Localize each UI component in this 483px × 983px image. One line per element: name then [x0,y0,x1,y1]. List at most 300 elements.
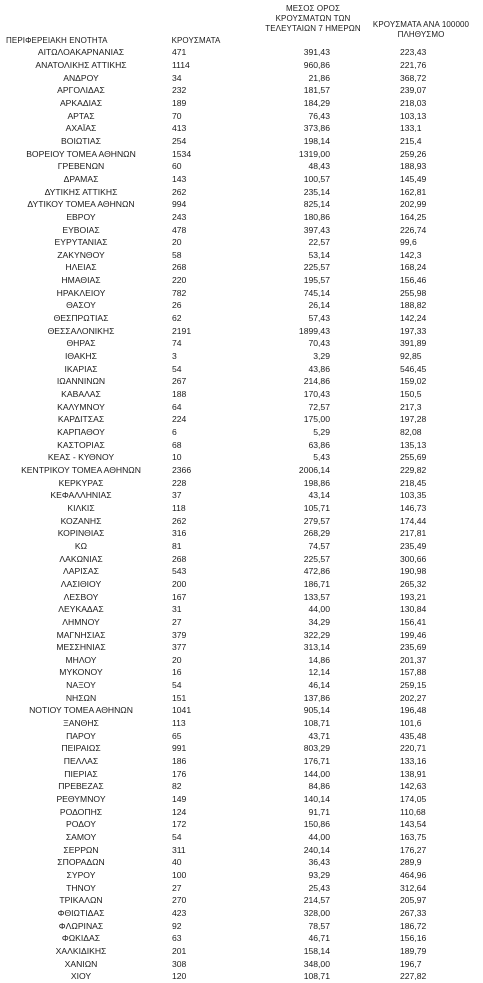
cell-avg-7-days: 133,57 [303,591,330,602]
cell-cases: 20 [172,237,182,248]
cell-region: ΡΕΘΥΜΝΟΥ [56,794,106,805]
cell-region: ΚΕΑΣ - ΚΥΘΝΟΥ [47,452,115,463]
cell-cases: 188 [172,389,187,400]
table-row [0,641,483,654]
table-row [0,552,483,565]
cell-avg-7-days: 26,14 [308,300,330,311]
cell-per-100k: 193,21 [400,591,427,602]
cell-avg-7-days: 2006,14 [298,464,330,475]
cell-avg-7-days: 22,57 [308,237,330,248]
cell-region: ΚΑΡΠΑΘΟΥ [57,427,105,438]
cell-avg-7-days: 1319,00 [298,148,330,159]
table-row [0,122,483,135]
table-row [0,805,483,818]
cell-avg-7-days: 184,29 [303,97,330,108]
cell-cases: 991 [172,743,187,754]
cell-per-100k: 196,7 [400,958,422,969]
cell-cases: 262 [172,515,187,526]
table-row [0,249,483,262]
cell-region: ΚΑΡΔΙΤΣΑΣ [57,414,105,425]
cell-cases: 220 [172,275,187,286]
cell-cases: 124 [172,806,187,817]
cell-per-100k: 546,45 [400,363,427,374]
cell-avg-7-days: 63,86 [308,439,330,450]
table-row [0,135,483,148]
table-row [0,691,483,704]
table-body [0,46,483,983]
cell-per-100k: 150,5 [400,389,422,400]
table-row [0,767,483,780]
table-row [0,173,483,186]
cell-cases: 143 [172,173,187,184]
cell-cases: 543 [172,566,187,577]
cell-region: ΦΩΚΙΔΑΣ [61,933,101,944]
cell-avg-7-days: 14,86 [308,654,330,665]
cell-region: ΕΥΡΥΤΑΝΙΑΣ [54,237,108,248]
cell-per-100k: 205,97 [400,895,427,906]
cell-cases: 81 [172,540,182,551]
cell-per-100k: 162,81 [400,186,427,197]
cell-avg-7-days: 105,71 [303,502,330,513]
cell-per-100k: 168,24 [400,262,427,273]
table-row [0,489,483,502]
cell-per-100k: 82,08 [400,427,422,438]
cell-region: ΝΗΣΩΝ [65,692,97,703]
cell-avg-7-days: 960,86 [303,59,330,70]
table-row [0,236,483,249]
cell-avg-7-days: 1899,43 [298,325,330,336]
cell-cases: 74 [172,338,182,349]
cell-cases: 201 [172,945,187,956]
table-row [0,818,483,831]
table-row [0,869,483,882]
table-row [0,400,483,413]
cell-per-100k: 101,6 [400,718,422,729]
cell-per-100k: 259,26 [400,148,427,159]
cell-region: ΧΑΛΚΙΔΙΚΗΣ [55,945,107,956]
cell-avg-7-days: 43,14 [308,490,330,501]
cell-cases: 782 [172,287,187,298]
cell-cases: 167 [172,591,187,602]
cell-avg-7-days: 170,43 [303,389,330,400]
cell-cases: 413 [172,123,187,134]
cell-region: ΙΚΑΡΙΑΣ [64,363,98,374]
cell-cases: 113 [172,718,186,729]
table-row [0,666,483,679]
table-row [0,59,483,72]
cell-avg-7-days: 825,14 [303,199,330,210]
table-row [0,907,483,920]
table-row [0,932,483,945]
cell-avg-7-days: 108,71 [303,971,330,982]
cell-region: ΛΗΜΝΟΥ [62,616,100,627]
cell-per-100k: 202,99 [400,199,427,210]
cell-region: ΠΕΛΛΑΣ [63,756,99,767]
cell-cases: 1534 [172,148,192,159]
cell-region: ΔΡΑΜΑΣ [63,173,99,184]
cell-per-100k: 226,74 [400,224,427,235]
table-row [0,223,483,236]
cell-region: ΚΟΖΑΝΗΣ [60,515,102,526]
cell-region: ΛΑΣΙΘΙΟΥ [60,578,102,589]
cell-region: ΕΥΒΟΙΑΣ [62,224,100,235]
cell-per-100k: 217,3 [400,401,422,412]
cell-avg-7-days: 137,86 [303,692,330,703]
table-row [0,919,483,932]
cell-region: ΖΑΚΥΝΘΟΥ [57,249,105,260]
cell-cases: 478 [172,224,187,235]
cell-cases: 316 [172,528,187,539]
cell-avg-7-days: 53,14 [308,249,330,260]
table-row [0,742,483,755]
cell-region: ΝΟΤΙΟΥ ΤΟΜΕΑ ΑΘΗΝΩΝ [29,705,133,716]
cell-avg-7-days: 195,57 [303,275,330,286]
cell-cases: 40 [172,857,182,868]
cell-cases: 149 [172,794,187,805]
cell-per-100k: 159,02 [400,376,427,387]
table-row [0,957,483,970]
table-row [0,211,483,224]
cell-avg-7-days: 905,14 [303,705,330,716]
cell-region: ΣΑΜΟΥ [65,832,97,843]
cell-region: ΘΑΣΟΥ [66,300,96,311]
table-row [0,603,483,616]
header-cases: ΚΡΟΥΣΜΑΤΑ [171,36,221,45]
cell-avg-7-days: 43,71 [308,730,330,741]
cell-avg-7-days: 391,43 [303,47,330,58]
cell-region: ΚΟΡΙΝΘΙΑΣ [57,528,105,539]
table-row [0,654,483,667]
cell-avg-7-days: 25,43 [308,882,330,893]
cell-per-100k: 202,27 [400,692,427,703]
cell-avg-7-days: 108,71 [303,718,330,729]
cell-region: ΑΡΤΑΣ [67,110,95,121]
cell-per-100k: 197,33 [400,325,427,336]
cell-cases: 60 [172,161,182,172]
cell-avg-7-days: 46,71 [308,933,330,944]
cell-cases: 6 [172,427,177,438]
table-row [0,71,483,84]
table-row [0,717,483,730]
cell-cases: 27 [172,616,182,627]
table-row [0,46,483,59]
cell-cases: 82 [172,781,182,792]
cell-per-100k: 92,85 [400,351,422,362]
cell-cases: 10 [172,452,182,463]
cell-per-100k: 99,6 [400,237,417,248]
cell-per-100k: 235,69 [400,642,427,653]
cell-cases: 37 [172,490,182,501]
cell-cases: 54 [172,832,182,843]
table-row [0,84,483,97]
cell-cases: 54 [172,363,182,374]
cell-region: ΣΕΡΡΩΝ [63,844,99,855]
cell-region: ΛΑΚΩΝΙΑΣ [59,553,103,564]
cell-cases: 232 [172,85,187,96]
cell-cases: 16 [172,667,182,678]
table-row [0,476,483,489]
cell-per-100k: 220,71 [400,743,427,754]
cell-region: ΑΡΚΑΔΙΑΣ [59,97,103,108]
cell-cases: 267 [172,376,187,387]
cell-per-100k: 435,48 [400,730,427,741]
cell-avg-7-days: 72,57 [308,401,330,412]
cell-per-100k: 188,82 [400,300,427,311]
cell-per-100k: 227,82 [400,971,427,982]
cell-avg-7-days: 91,71 [308,806,330,817]
cell-region: ΛΑΡΙΣΑΣ [63,566,99,577]
cell-avg-7-days: 158,14 [303,945,330,956]
table-row [0,894,483,907]
cell-per-100k: 138,91 [400,768,427,779]
cell-avg-7-days: 21,86 [308,72,330,83]
table-row [0,502,483,515]
cell-region: ΦΘΙΩΤΙΔΑΣ [57,907,105,918]
cell-cases: 20 [172,654,182,665]
table-header [0,0,483,46]
cell-per-100k: 218,45 [400,477,427,488]
cell-cases: 63 [172,933,182,944]
cell-region: ΛΕΣΒΟΥ [63,591,99,602]
cell-per-100k: 110,68 [400,806,426,817]
cell-avg-7-days: 78,57 [308,920,330,931]
cell-cases: 118 [172,502,186,513]
table-row [0,565,483,578]
cell-avg-7-days: 144,00 [303,768,330,779]
cell-region: ΛΕΥΚΑΔΑΣ [58,604,104,615]
cell-avg-7-days: 34,29 [308,616,330,627]
table-row [0,388,483,401]
header-region: ΠΕΡΙΦΕΡΕΙΑΚΗ ΕΝΟΤΗΤΑ [6,36,108,45]
cell-avg-7-days: 12,14 [308,667,330,678]
table-row [0,540,483,553]
cell-per-100k: 142,63 [400,781,427,792]
cell-avg-7-days: 44,00 [308,832,330,843]
cell-cases: 26 [172,300,182,311]
cell-cases: 2191 [172,325,192,336]
cell-avg-7-days: 198,86 [303,477,330,488]
cell-region: ΡΟΔΟΠΗΣ [59,806,103,817]
cell-per-100k: 199,46 [400,629,427,640]
cell-avg-7-days: 48,43 [308,161,330,172]
cell-avg-7-days: 328,00 [303,907,330,918]
cell-region: ΜΕΣΣΗΝΙΑΣ [56,642,106,653]
cell-avg-7-days: 322,29 [303,629,330,640]
cell-avg-7-days: 100,57 [303,173,330,184]
cell-per-100k: 146,73 [400,502,427,513]
cell-region: ΜΗΛΟΥ [65,654,97,665]
table-row [0,527,483,540]
table-row [0,185,483,198]
cell-per-100k: 239,07 [400,85,427,96]
cell-cases: 262 [172,186,187,197]
cell-avg-7-days: 57,43 [308,313,330,324]
cell-cases: 189 [172,97,187,108]
cell-region: ΙΩΑΝΝΙΝΩΝ [56,376,106,387]
cell-per-100k: 156,41 [400,616,427,627]
cell-avg-7-days: 5,29 [313,427,330,438]
cell-cases: 379 [172,629,187,640]
cell-avg-7-days: 268,29 [303,528,330,539]
cell-avg-7-days: 70,43 [308,338,330,349]
cell-cases: 423 [172,907,187,918]
cell-per-100k: 223,43 [400,47,427,58]
cell-region: ΔΥΤΙΚΗΣ ΑΤΤΙΚΗΣ [44,186,118,197]
table-row [0,578,483,591]
cell-per-100k: 196,48 [400,705,427,716]
cell-cases: 377 [172,642,187,653]
table-row [0,147,483,160]
cell-region: ΠΙΕΡΙΑΣ [64,768,98,779]
cell-region: ΠΡΕΒΕΖΑΣ [58,781,104,792]
cell-region: ΚΩ [74,540,88,551]
cell-per-100k: 164,25 [400,211,427,222]
cell-per-100k: 217,81 [400,528,427,539]
table-row [0,704,483,717]
table-row [0,299,483,312]
cell-per-100k: 156,16 [400,933,427,944]
table-row [0,843,483,856]
cell-per-100k: 186,72 [400,920,427,931]
cell-region: ΚΑΣΤΟΡΙΑΣ [57,439,105,450]
cell-avg-7-days: 175,00 [303,414,330,425]
cell-per-100k: 215,4 [400,135,422,146]
cell-region: ΗΛΕΙΑΣ [65,262,97,273]
cell-avg-7-days: 43,86 [308,363,330,374]
cell-region: ΞΑΝΘΗΣ [63,718,99,729]
table-row [0,831,483,844]
cell-per-100k: 157,88 [400,667,427,678]
table-row [0,514,483,527]
cell-avg-7-days: 745,14 [303,287,330,298]
table-row [0,97,483,110]
cell-cases: 176 [172,768,187,779]
table-row [0,109,483,122]
cell-avg-7-days: 36,43 [308,857,330,868]
cell-region: ΤΡΙΚΑΛΩΝ [59,895,103,906]
cell-cases: 268 [172,262,187,273]
cell-region: ΗΜΑΘΙΑΣ [61,275,101,286]
cell-region: ΚΕΡΚΥΡΑΣ [58,477,104,488]
cell-cases: 70 [172,110,182,121]
table-row [0,780,483,793]
cell-per-100k: 142,3 [400,249,422,260]
cell-region: ΚΑΒΑΛΑΣ [61,389,101,400]
table-row [0,337,483,350]
cell-region: ΚΙΛΚΙΣ [67,502,95,513]
cell-per-100k: 130,84 [400,604,427,615]
cell-cases: 58 [172,249,182,260]
cell-cases: 2366 [172,464,192,475]
cell-avg-7-days: 74,57 [308,540,330,551]
cell-per-100k: 267,33 [400,907,427,918]
cell-avg-7-days: 472,86 [303,566,330,577]
cell-avg-7-days: 225,57 [303,553,330,564]
table-row [0,375,483,388]
cell-cases: 228 [172,477,187,488]
table-row [0,160,483,173]
cell-avg-7-days: 186,71 [303,578,330,589]
cell-region: ΚΕΦΑΛΛΗΝΙΑΣ [50,490,112,501]
cell-cases: 68 [172,439,182,450]
table-row [0,350,483,363]
cell-region: ΣΥΡΟΥ [66,869,96,880]
table-row [0,286,483,299]
cell-avg-7-days: 3,29 [313,351,330,362]
cell-per-100k: 188,93 [400,161,427,172]
cell-per-100k: 235,49 [400,540,427,551]
cell-per-100k: 229,82 [400,464,427,475]
table-row [0,793,483,806]
cell-avg-7-days: 140,14 [303,794,330,805]
cell-region: ΧΑΝΙΩΝ [64,958,98,969]
table-row [0,464,483,477]
cell-avg-7-days: 397,43 [303,224,330,235]
table-row [0,312,483,325]
cell-per-100k: 391,89 [400,338,427,349]
cell-avg-7-days: 198,14 [303,135,330,146]
cell-region: ΘΗΡΑΣ [66,338,96,349]
cell-region: ΒΟΙΩΤΙΑΣ [61,135,101,146]
cell-per-100k: 174,05 [400,794,427,805]
cell-cases: 172 [172,819,187,830]
cell-region: ΝΑΞΟΥ [66,680,96,691]
table-row [0,438,483,451]
cell-avg-7-days: 240,14 [303,844,330,855]
cell-region: ΑΡΓΟΛΙΔΑΣ [57,85,105,96]
cell-per-100k: 133,16 [400,756,427,767]
table-row [0,616,483,629]
table-row [0,945,483,958]
cell-cases: 62 [172,313,182,324]
cell-region: ΒΟΡΕΙΟΥ ΤΟΜΕΑ ΑΘΗΝΩΝ [26,148,136,159]
header-cases-per-100k: ΚΡΟΥΣΜΑΤΑ ΑΝΑ 100000 ΠΛΗΘΥΣΜΟ [372,20,470,39]
cell-avg-7-days: 313,14 [303,642,330,653]
table-row [0,970,483,983]
cell-per-100k: 174,44 [400,515,427,526]
cell-region: ΔΥΤΙΚΟΥ ΤΟΜΕΑ ΑΘΗΝΩΝ [27,199,135,210]
table-row [0,590,483,603]
cell-per-100k: 189,79 [400,945,427,956]
cell-cases: 64 [172,401,182,412]
cell-cases: 311 [172,844,186,855]
cell-cases: 270 [172,895,187,906]
table-row [0,413,483,426]
cell-cases: 100 [172,869,187,880]
cell-cases: 31 [172,604,182,615]
cell-region: ΤΗΝΟΥ [66,882,96,893]
cell-region: ΠΕΙΡΑΙΩΣ [61,743,101,754]
cell-per-100k: 218,03 [400,97,427,108]
cell-cases: 200 [172,578,187,589]
cell-region: ΑΧΑΪΑΣ [65,123,97,134]
table-row [0,324,483,337]
cell-per-100k: 145,49 [400,173,427,184]
cell-region: ΕΒΡΟΥ [66,211,96,222]
cell-region: ΙΘΑΚΗΣ [65,351,97,362]
cell-per-100k: 133,1 [400,123,422,134]
cell-per-100k: 197,28 [400,414,427,425]
table-row [0,274,483,287]
cell-per-100k: 103,13 [400,110,427,121]
table-row [0,198,483,211]
cell-per-100k: 221,76 [400,59,427,70]
cell-cases: 65 [172,730,182,741]
cell-avg-7-days: 44,00 [308,604,330,615]
cell-cases: 254 [172,135,187,146]
table-row [0,426,483,439]
cell-per-100k: 163,75 [400,832,427,843]
